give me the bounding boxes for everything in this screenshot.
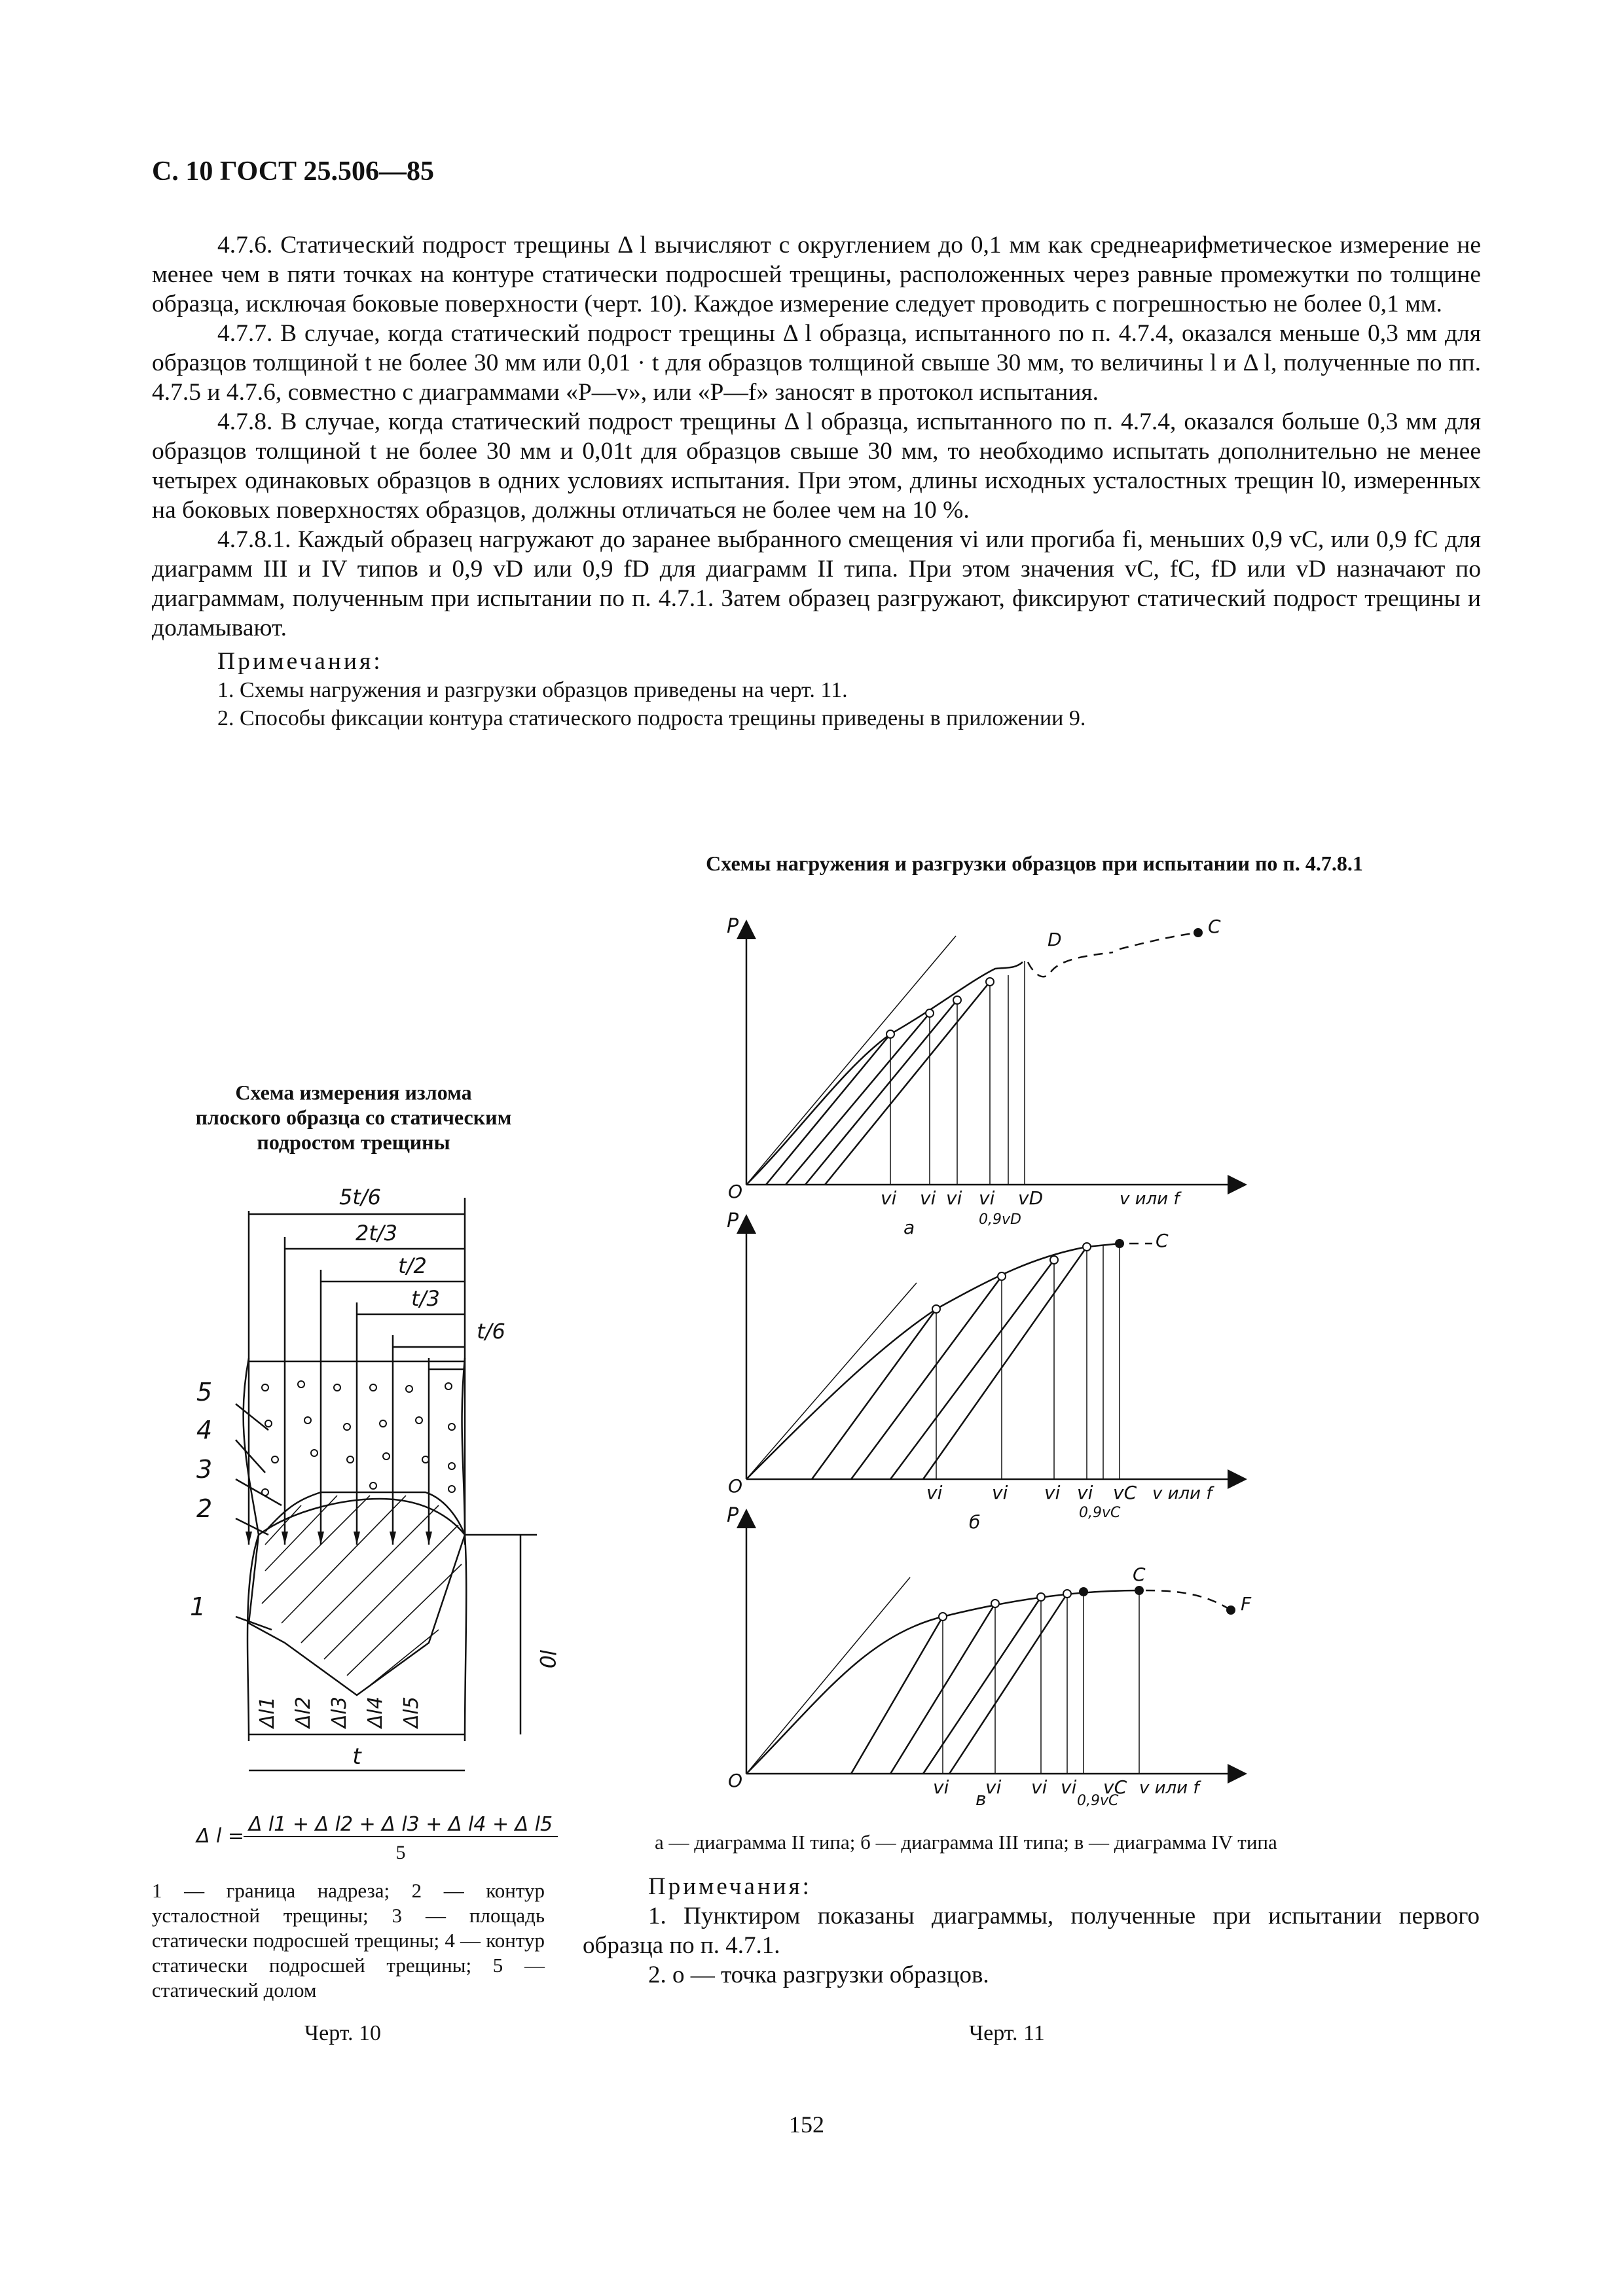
fig11-legend: а — диаграмма II типа; б — диаграмма III типа; в — диаграмма IV типа — [655, 1831, 1277, 1854]
dim-2t3: 2t/3 — [355, 1221, 398, 1246]
page-header: С. 10 ГОСТ 25.506—85 — [152, 156, 435, 187]
c-vi-1: vi — [933, 1776, 949, 1798]
dim-t6: t/6 — [477, 1319, 505, 1344]
b-sub: 0,9vC — [1079, 1505, 1121, 1521]
t-label: t — [352, 1744, 361, 1770]
c-O: O — [728, 1770, 743, 1791]
dim-t3: t/3 — [411, 1286, 440, 1311]
c-C: C — [1133, 1564, 1146, 1585]
fig11-caption: Черт. 11 — [969, 2021, 1045, 2045]
b-vi-4: vi — [1077, 1482, 1093, 1503]
a-O: O — [728, 1181, 743, 1202]
c-vi-4: vi — [1061, 1776, 1077, 1798]
label-3: 3 — [196, 1455, 213, 1484]
l0-label: l0 — [535, 1649, 560, 1669]
fig10-title — [157, 1080, 550, 1155]
delta-l4: Δl4 — [364, 1696, 387, 1728]
delta-l1: Δl1 — [256, 1696, 279, 1728]
dim-5t6: 5t/6 — [338, 1185, 382, 1210]
fig10-title-line3: подростом трещины — [257, 1130, 450, 1154]
a-P: P — [727, 916, 739, 938]
a-vi-2: vi — [920, 1187, 936, 1209]
fig10-caption: Черт. 10 — [304, 2021, 382, 2045]
c-F: F — [1241, 1593, 1252, 1615]
page-number: 152 — [789, 2111, 824, 2138]
a-axis: v или f — [1120, 1189, 1180, 1209]
c-vC: vC — [1103, 1776, 1127, 1798]
b-vi-1: vi — [926, 1482, 943, 1503]
a-vD: vD — [1018, 1187, 1044, 1209]
a-vi-1: vi — [881, 1187, 897, 1209]
fig11-notes-heading: Примечания: — [648, 1873, 812, 1900]
label-1: 1 — [190, 1592, 206, 1621]
b-O: O — [728, 1475, 743, 1497]
b-vi-3: vi — [1044, 1482, 1061, 1503]
note-1: 1. Схемы нагружения и разгрузки образцов приведены на черт. 11. — [217, 678, 848, 702]
b-vi-2: vi — [992, 1482, 1008, 1503]
notes-heading: Примечания: — [217, 648, 383, 675]
c-axis: v или f — [1139, 1778, 1199, 1798]
b-axis: v или f — [1152, 1484, 1213, 1503]
paragraph-4-7-8-1: 4.7.8.1. Каждый образец нагружают до заранее выбранного смещения vi или прогиба fi, меньших 0,9 vC, или 0,9 fC для диаграмм III и IV типов и 0,9 vD или 0,9 fD для диаграмм II типа. При этом значения vC, fC, fD или vD назначают по диаграммам, полученным при испытании по п. 4.7.1. Затем образец разгружают, фиксируют статический подрост трещины и доламывают. — [152, 526, 1481, 641]
b-vC: vC — [1113, 1482, 1137, 1503]
a-sub: 0,9vD — [979, 1211, 1021, 1228]
label-4: 4 — [196, 1416, 213, 1444]
formula-lhs: Δ l = — [196, 1825, 245, 1848]
c-vi-2: vi — [985, 1776, 1002, 1798]
fig10-legend: 1 — граница надреза; 2 — контур усталостной трещины; 3 — площадь статически подросшей трещины; 4 — контур статически подросшей трещины; 5 — статический долом — [152, 1879, 545, 2001]
fig11-title: Схемы нагружения и разгрузки образцов при испытании по п. 4.7.8.1 — [706, 852, 1363, 875]
formula-denominator: 5 — [395, 1842, 406, 1863]
a-letter: а — [903, 1217, 915, 1238]
delta-l3: Δl3 — [328, 1696, 351, 1728]
label-5: 5 — [196, 1378, 213, 1407]
label-2: 2 — [196, 1494, 213, 1523]
paragraph-4-7-7: 4.7.7. В случае, когда статический подрост трещины Δ l образца, испытанного по п. 4.7.4, оказался меньше 0,3 мм для образцов толщиной t не более 30 мм или 0,01 · t для образцов толщиной свыше 30 мм, то величины l и Δ l, полученные по пп. 4.7.5 и 4.7.6, совместно с диаграммами «P—v», или «P—f» заносят в протокол испытания. — [152, 320, 1481, 406]
c-letter: в — [976, 1788, 987, 1806]
formula-numerator: Δ l1 + Δ l2 + Δ l3 + Δ l4 + Δ l5 — [244, 1813, 558, 1837]
body-text — [152, 230, 1481, 732]
a-vi-4: vi — [979, 1187, 995, 1209]
fig10-title-line2: плоского образца со статическим — [195, 1105, 512, 1129]
fig10-title-line1: Схема измерения излома — [235, 1081, 472, 1104]
b-C: C — [1156, 1230, 1169, 1251]
fig11-note-1: 1. Пунктиром показаны диаграммы, полученные при испытании первого образца по п. 4.7.1. — [583, 1903, 1480, 1959]
a-vi-3: vi — [946, 1187, 962, 1209]
a-C: C — [1208, 916, 1221, 937]
c-sub: 0,9vC — [1077, 1793, 1119, 1806]
b-P: P — [727, 1210, 739, 1232]
delta-l5: Δl5 — [400, 1696, 423, 1728]
fig11-note-2: 2. о — точка разгрузки образцов. — [648, 1962, 989, 1988]
paragraph-4-7-6: 4.7.6. Статический подрост трещины Δ l вычисляют с округлением до 0,1 мм как среднеарифметическое измерение не менее чем в пяти точках на контуре статически подросшей трещины, расположенных через равные промежутки по толщине образца, исключая боковые поверхности (черт. 10). Каждое измерение следует проводить с погрешностью не более 0,1 мм. — [152, 232, 1481, 317]
fig11-notes — [583, 1872, 1480, 1990]
delta-l2: Δl2 — [292, 1696, 315, 1728]
paragraph-4-7-8: 4.7.8. В случае, когда статический подрост трещины Δ l образца, испытанного по п. 4.7.4, оказался больше 0,3 мм для образцов толщиной t не более 30 мм и 0,01t для образцов свыше 30 мм, то необходимо испытать дополнительно не менее четырех одинаковых образцов в одних условиях испытания. При этом, длины исходных усталостных трещин l0, измеренных на боковых поверхностях образцов, должны отличаться не более чем на 10 %. — [152, 408, 1481, 524]
c-P: P — [727, 1504, 739, 1527]
fig10-diagram — [151, 1178, 570, 1800]
note-2: 2. Способы фиксации контура статического подроста трещины приведены в приложении 9. — [217, 706, 1086, 730]
b-letter: б — [969, 1511, 981, 1533]
a-D: D — [1048, 929, 1062, 950]
fig11-diagrams — [720, 916, 1453, 1806]
dim-t2: t/2 — [398, 1253, 427, 1278]
c-vi-3: vi — [1031, 1776, 1048, 1798]
